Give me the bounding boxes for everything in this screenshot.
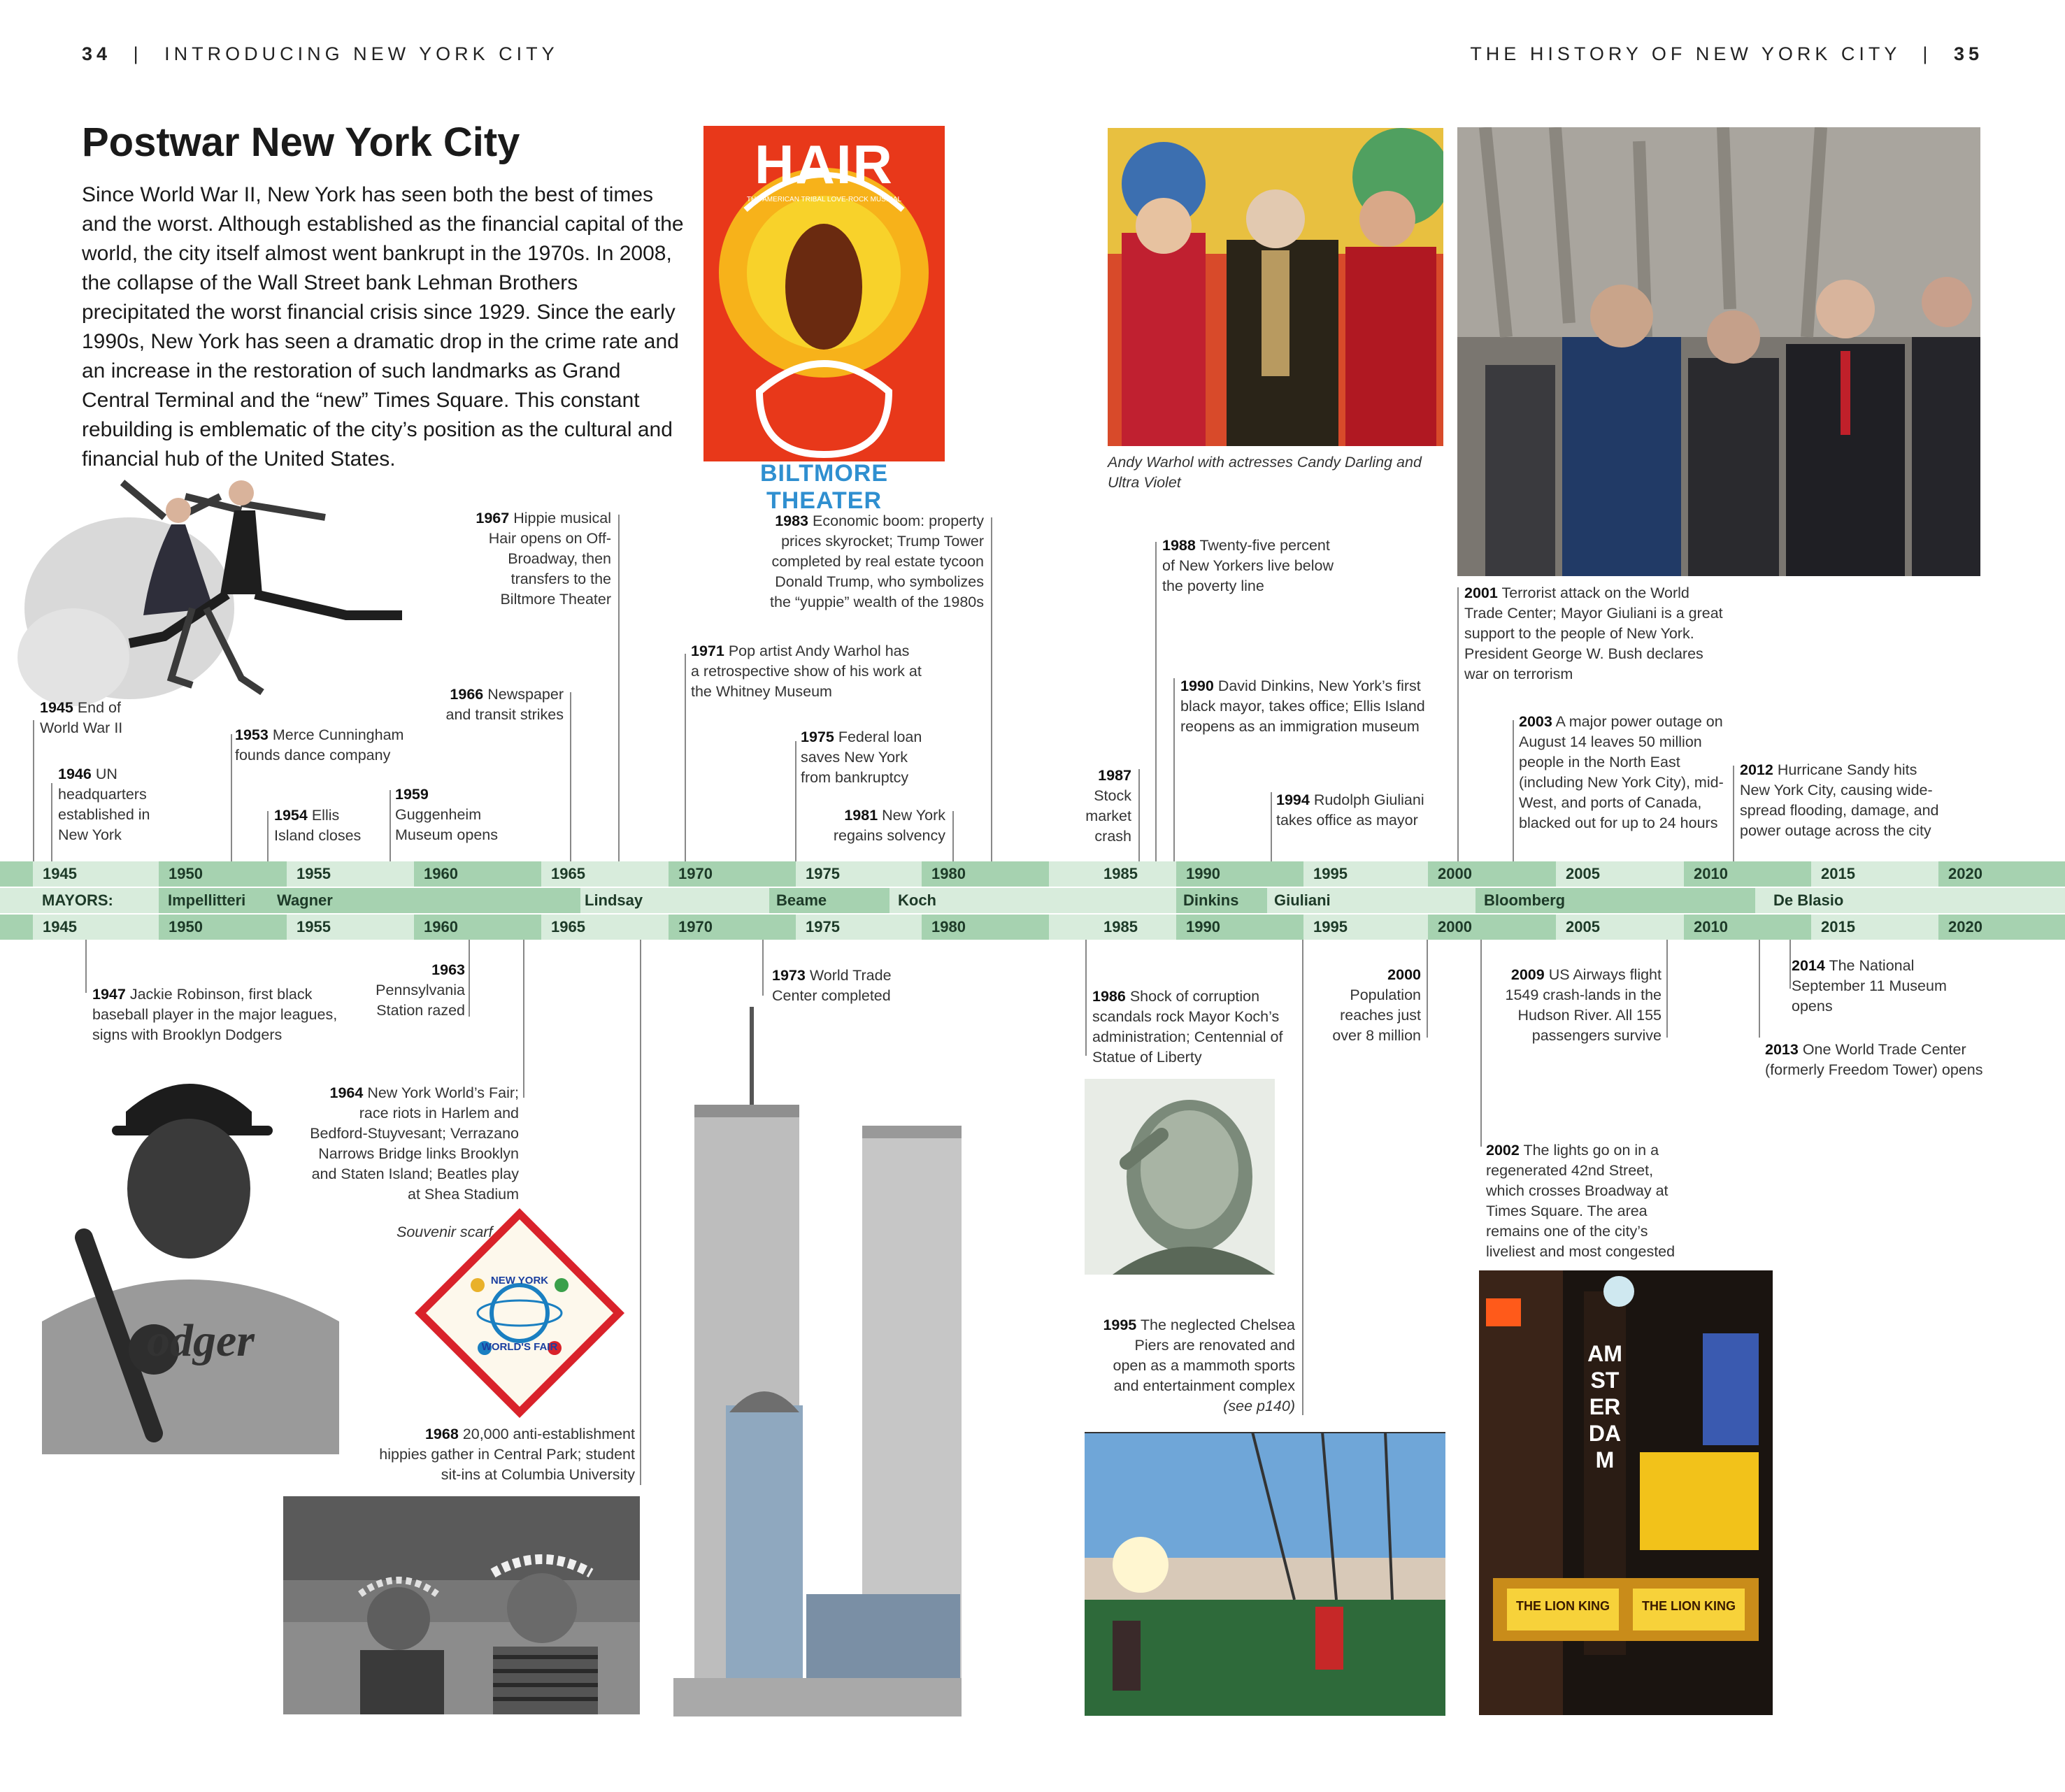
- event-1968: 1968 20,000 anti-establishment hippies gather in Central Park; student sit-ins at Columbia University: [379, 1426, 635, 1483]
- year-2000: 2000: [1428, 861, 1556, 887]
- year-1945-lower: 1945: [33, 915, 157, 940]
- event-2002: 2002 The lights go on in a regenerated 42nd Street, which crosses Broadway at Times Square. The area remains one of the city’s liveliest and most congested: [1486, 1142, 1675, 1260]
- mayor-lindsay: Lindsay: [585, 891, 643, 909]
- event-2000: 2000 Population reaches just over 8 million: [1332, 966, 1421, 1044]
- event-1959: 1959 Guggenheim Museum opens: [395, 786, 498, 843]
- event-1967: 1967 Hippie musical Hair opens on Off-Broadway, then transfers to the Biltmore Theater: [476, 510, 611, 608]
- event-2012: 2012 Hurricane Sandy hits New York City, causing wide-spread flooding, damage, and power outage across the city: [1740, 761, 1939, 839]
- year-2015: 2015: [1811, 861, 1938, 887]
- mayor-giuliani: Giuliani: [1274, 891, 1331, 909]
- timeline-lower-band: [0, 915, 2065, 940]
- scarf-new-york-text: NEW YORK: [490, 1275, 549, 1286]
- year-1980-lower: 1980: [922, 915, 1049, 940]
- scarf-caption: Souvenir scarf: [396, 1224, 493, 1240]
- see-page-reference: (see p140): [1223, 1398, 1295, 1414]
- right-running-header: [1470, 43, 1983, 65]
- year-1950: 1950: [159, 861, 287, 887]
- mayor-wagner: Wagner: [277, 891, 333, 909]
- left-running-header: [82, 43, 559, 65]
- right-page-number: 35: [1953, 43, 1983, 64]
- year-2015-lower: 2015: [1811, 915, 1938, 940]
- mayor-bloomberg: Bloomberg: [1484, 891, 1566, 909]
- event-1963: 1963 Pennsylvania Station razed: [376, 961, 465, 1019]
- event-1987: 1987 Stock market crash: [1085, 767, 1131, 845]
- hair-poster-title: HAIR: [755, 134, 894, 195]
- event-1988: 1988 Twenty-five percent of New Yorkers live below the poverty line: [1162, 537, 1334, 594]
- event-2014: 2014 The National September 11 Museum opens: [1792, 957, 1947, 1015]
- hair-poster: [703, 126, 945, 461]
- year-1995: 1995: [1303, 861, 1428, 887]
- amsterdam-sign: AMSTERDAM: [1587, 1341, 1622, 1472]
- dodgers-jersey-lettering: odger: [147, 1315, 255, 1366]
- event-2009: 2009 US Airways flight 1549 crash-lands in the Hudson River. All 155 passengers survive: [1505, 966, 1662, 1044]
- year-1990-lower: 1990: [1176, 915, 1303, 940]
- event-1971: 1971 Pop artist Andy Warhol has a retrospective show of his work at the Whitney Museum: [691, 643, 922, 700]
- year-1955-lower: 1955: [287, 915, 414, 940]
- year-2020: 2020: [1938, 861, 2065, 887]
- mayor-impellitteri: Impellitteri: [168, 891, 246, 909]
- page-title: Postwar New York City: [82, 120, 520, 165]
- left-page-number: 34: [82, 43, 112, 64]
- year-1960: 1960: [414, 861, 541, 887]
- year-1975-lower: 1975: [796, 915, 922, 940]
- worlds-fair-scarf: [415, 1208, 624, 1418]
- year-1975: 1975: [796, 861, 922, 887]
- event-1994: 1994 Rudolph Giuliani takes office as mayor: [1276, 791, 1424, 829]
- event-1975: 1975 Federal loan saves New York from bankruptcy: [801, 729, 922, 786]
- intro-paragraph: Since World War II, New York has seen both the best of times and the worst. Although established as the financial capital of the world, the city itself almost went bankrupt in the 1970s. In 2008, the collapse of the Wall Street bank Lehman Brothers precipitated the worst financial crisis since 1929. Since the early 1990s, New York has seen a dramatic drop in the crime rate and an increase in the restoration of such landmarks as Grand Central Terminal and the “new” Times Square. This constant rebuilding is emblematic of the city’s position as the cultural and financial hub of the United States.: [82, 183, 684, 471]
- year-1945: 1945: [33, 861, 157, 887]
- event-1945: 1945 End of World War II: [40, 699, 123, 736]
- event-2003: 2003 A major power outage on August 14 leaves 50 million people in the North East (including New York City), mid-West, and ports of Canada, blacked out for up to 24 hours: [1519, 713, 1724, 831]
- year-1965: 1965: [541, 861, 669, 887]
- year-1965-lower: 1965: [541, 915, 669, 940]
- year-1970-lower: 1970: [669, 915, 796, 940]
- biltmore-theater-label: BILTMORE THEATER: [759, 460, 888, 514]
- year-2020-lower: 2020: [1938, 915, 2065, 940]
- lion-king-marquee-left: THE LION KING: [1516, 1599, 1610, 1613]
- year-2000-lower: 2000: [1428, 915, 1556, 940]
- times-square-photo: [1479, 1270, 1773, 1715]
- ground-zero-photo: [1457, 127, 1980, 576]
- mayor-dinkins: Dinkins: [1183, 891, 1239, 909]
- mayor-de-blasio: De Blasio: [1773, 891, 1844, 909]
- year-1990: 1990: [1176, 861, 1303, 887]
- event-1966: 1966 Newspaper and transit strikes: [445, 686, 564, 723]
- year-1995-lower: 1995: [1303, 915, 1428, 940]
- mayor-koch: Koch: [898, 891, 936, 909]
- header-divider: |: [133, 43, 143, 64]
- right-section-title: THE HISTORY OF NEW YORK CITY: [1470, 43, 1901, 64]
- mayors-band: [0, 888, 2065, 913]
- event-1995: 1995 The neglected Chelsea Piers are renovated and open as a mammoth sports and entertainment complex (see p140): [1103, 1317, 1295, 1414]
- lion-king-marquee-right: THE LION KING: [1642, 1599, 1736, 1613]
- year-1980: 1980: [922, 861, 1049, 887]
- year-1955: 1955: [287, 861, 414, 887]
- mayor-beame: Beame: [776, 891, 827, 909]
- event-2001: 2001 Terrorist attack on the World Trade Center; Mayor Giuliani is a great support to the people of New York. President George W. Bush declares war on terrorism: [1464, 585, 1723, 682]
- timeline-upper-band: [0, 861, 2065, 887]
- event-1946: 1946 UN headquarters established in New York: [58, 766, 150, 843]
- year-1960-lower: 1960: [414, 915, 541, 940]
- event-1964: 1964 New York World’s Fair; race riots in Harlem and Bedford-Stuyvesant; Verrazano Narrows Bridge links Brooklyn and Staten Island; Beatles play at Shea Stadium: [310, 1084, 519, 1203]
- year-1970: 1970: [669, 861, 796, 887]
- event-1990: 1990 David Dinkins, New York’s first black mayor, takes office; Ellis Island reopens as an immigration museum: [1180, 678, 1425, 735]
- world-trade-center-photo: [673, 1007, 962, 1716]
- header-divider: |: [1922, 43, 1932, 64]
- hair-poster-subtitle: THE AMERICAN TRIBAL LOVE-ROCK MUSICAL: [746, 196, 902, 203]
- chelsea-piers-photo: [1085, 1432, 1445, 1716]
- dancers-photo: [10, 454, 458, 720]
- warhol-caption: Andy Warhol with actresses Candy Darling and Ultra Violet: [1108, 454, 1422, 491]
- year-2005-lower: 2005: [1556, 915, 1684, 940]
- left-section-title: INTRODUCING NEW YORK CITY: [164, 43, 559, 64]
- year-2005: 2005: [1556, 861, 1684, 887]
- year-1950-lower: 1950: [159, 915, 287, 940]
- event-1983: 1983 Economic boom: property prices skyrocket; Trump Tower completed by real estate tycoon Donald Trump, who symbolizes the “yuppie” wealth of the 1980s: [770, 512, 984, 610]
- jackie-robinson-photo: [42, 1056, 339, 1454]
- scarf-worlds-fair-text: WORLD'S FAIR: [481, 1341, 558, 1353]
- event-1947: 1947 Jackie Robinson, first black baseball player in the major leagues, signs with Brooklyn Dodgers: [92, 986, 338, 1043]
- event-2013: 2013 One World Trade Center (formerly Freedom Tower) opens: [1765, 1041, 1983, 1078]
- hippies-photo: [283, 1496, 640, 1714]
- warhol-photo: [1108, 128, 1443, 446]
- year-1985-lower: 1985: [1094, 915, 1176, 940]
- mayors-label: MAYORS:: [42, 891, 113, 909]
- event-1981: 1981 New York regains solvency: [833, 807, 945, 844]
- event-1953: 1953 Merce Cunningham founds dance company: [235, 726, 404, 764]
- event-1954: 1954 Ellis Island closes: [274, 807, 362, 844]
- year-2010-lower: 2010: [1684, 915, 1811, 940]
- koch-portrait-photo: [1085, 1079, 1275, 1275]
- year-1985: 1985: [1094, 861, 1176, 887]
- event-1973: 1973 World Trade Center completed: [772, 967, 892, 1004]
- year-2010: 2010: [1684, 861, 1811, 887]
- event-1986: 1986 Shock of corruption scandals rock Mayor Koch’s administration; Centennial of Statue of Liberty: [1092, 988, 1283, 1066]
